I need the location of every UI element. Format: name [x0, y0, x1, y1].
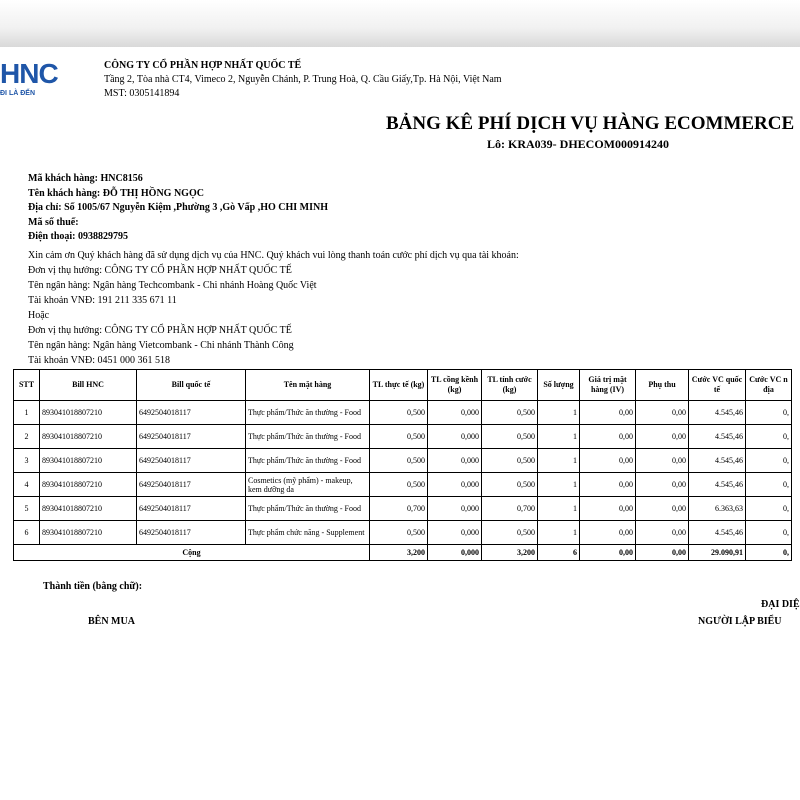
cell-item: Thực phẩm chức năng - Supplement [246, 521, 370, 545]
cell-tl-charge: 0,700 [482, 497, 538, 521]
total-fee-intl: 29.090,91 [689, 545, 746, 561]
top-band [0, 0, 800, 47]
cell-surcharge: 0,00 [636, 401, 689, 425]
company-name: CÔNG TY CỔ PHẦN HỢP NHẤT QUỐC TẾ [104, 60, 302, 71]
cell-fee-intl: 6.363,63 [689, 497, 746, 521]
cell-bill-intl: 6492504018117 [137, 401, 246, 425]
cell-value: 0,00 [580, 449, 636, 473]
header-value: Giá trị mặt hàng (IV) [580, 370, 636, 401]
cell-fee-dom: 0, [746, 449, 792, 473]
total-row [14, 545, 792, 561]
header-bill-hnc: Bill HNC [40, 370, 137, 401]
cell-tl-actual: 0,500 [370, 425, 428, 449]
cell-bill-hnc: 893041018807210 [40, 401, 137, 425]
cell-tl-bulky: 0,000 [428, 449, 482, 473]
customer-address: Địa chỉ: Số 1005/67 Nguyễn Kiệm ,Phường 3 ,Gò Vấp ,HO CHI MINH [28, 202, 328, 213]
cell-bill-hnc: 893041018807210 [40, 521, 137, 545]
cell-fee-dom: 0, [746, 497, 792, 521]
cell-bill-intl: 6492504018117 [137, 473, 246, 497]
table-row [14, 425, 792, 449]
table-body [14, 401, 792, 545]
cell-qty: 1 [538, 521, 580, 545]
header-tl-actual: TL thực tế (kg) [370, 370, 428, 401]
cell-fee-intl: 4.545,46 [689, 401, 746, 425]
payment-intro: Xin cảm ơn Quý khách hàng đã sử dụng dịch vụ của HNC. Quý khách vui lòng thanh toán cước phí dịch vụ qua tài khoản: [28, 250, 519, 261]
cell-stt: 5 [14, 497, 40, 521]
cell-value: 0,00 [580, 521, 636, 545]
cell-fee-intl: 4.545,46 [689, 449, 746, 473]
cell-qty: 1 [538, 401, 580, 425]
payment-beneficiary-1: Đơn vị thụ hưởng: CÔNG TY CỔ PHẦN HỢP NHẤT QUỐC TẾ [28, 265, 292, 276]
cell-value: 0,00 [580, 497, 636, 521]
cell-value: 0,00 [580, 401, 636, 425]
cell-bill-hnc: 893041018807210 [40, 449, 137, 473]
cell-item: Thực phẩm/Thức ăn thường - Food [246, 497, 370, 521]
total-fee-dom: 0, [746, 545, 792, 561]
customer-name: Tên khách hàng: ĐỖ THỊ HỒNG NGỌC [28, 187, 204, 199]
document-title: BẢNG KÊ PHÍ DỊCH VỤ HÀNG ECOMMERCE [386, 113, 795, 134]
total-tl-actual: 3,200 [370, 545, 428, 561]
cell-surcharge: 0,00 [636, 473, 689, 497]
buyer-label: BÊN MUA [88, 616, 135, 627]
company-tax: MST: 0305141894 [104, 88, 180, 99]
cell-fee-intl: 4.545,46 [689, 521, 746, 545]
header-surcharge: Phụ thu [636, 370, 689, 401]
cell-tl-bulky: 0,000 [428, 473, 482, 497]
cell-stt: 2 [14, 425, 40, 449]
representative-label: ĐẠI DIỆ [761, 599, 800, 610]
company-info [104, 59, 502, 101]
payment-bank-2: Tên ngân hàng: Ngân hàng Vietcombank - Chi nhánh Thành Công [28, 340, 294, 351]
total-value: 0,00 [580, 545, 636, 561]
cell-qty: 1 [538, 473, 580, 497]
table-row [14, 521, 792, 545]
cell-bill-intl: 6492504018117 [137, 449, 246, 473]
cell-surcharge: 0,00 [636, 425, 689, 449]
cell-qty: 1 [538, 449, 580, 473]
table-row [14, 473, 792, 497]
payment-bank-1: Tên ngân hàng: Ngân hàng Techcombank - Chi nhánh Hoàng Quốc Việt [28, 280, 317, 291]
cell-item: Thực phẩm/Thức ăn thường - Food [246, 401, 370, 425]
cell-tl-bulky: 0,000 [428, 521, 482, 545]
cell-fee-dom: 0, [746, 521, 792, 545]
cell-fee-intl: 4.545,46 [689, 425, 746, 449]
header-fee-intl: Cước VC quốc tế [689, 370, 746, 401]
cell-bill-hnc: 893041018807210 [40, 425, 137, 449]
cell-bill-intl: 6492504018117 [137, 497, 246, 521]
customer-info [28, 172, 328, 245]
table-row [14, 401, 792, 425]
header-bill-intl: Bill quốc tế [137, 370, 246, 401]
amount-in-words: Thành tiền (bằng chữ): [43, 581, 143, 592]
header-fee-dom: Cước VC n địa [746, 370, 792, 401]
header-tl-charge: TL tính cước (kg) [482, 370, 538, 401]
logo-mark: HNC [0, 58, 58, 89]
payment-or: Hoặc [28, 310, 50, 321]
cell-tl-charge: 0,500 [482, 401, 538, 425]
cell-bill-intl: 6492504018117 [137, 425, 246, 449]
cell-value: 0,00 [580, 473, 636, 497]
cell-tl-charge: 0,500 [482, 473, 538, 497]
cell-tl-charge: 0,500 [482, 449, 538, 473]
cell-surcharge: 0,00 [636, 521, 689, 545]
cell-tl-actual: 0,700 [370, 497, 428, 521]
company-address: Tầng 2, Tòa nhà CT4, Vimeco 2, Nguyễn Chánh, P. Trung Hoà, Q. Cầu Giấy,Tp. Hà Nội, Việt Nam [104, 74, 502, 85]
cell-tl-bulky: 0,000 [428, 425, 482, 449]
cell-qty: 1 [538, 425, 580, 449]
cell-tl-charge: 0,500 [482, 521, 538, 545]
cell-value: 0,00 [580, 425, 636, 449]
total-label: Cộng [14, 545, 370, 561]
cell-surcharge: 0,00 [636, 497, 689, 521]
header-item: Tên mặt hàng [246, 370, 370, 401]
total-qty: 6 [538, 545, 580, 561]
cell-qty: 1 [538, 497, 580, 521]
cell-tl-actual: 0,500 [370, 521, 428, 545]
cell-bill-hnc: 893041018807210 [40, 497, 137, 521]
customer-tax: Mã số thuế: [28, 216, 79, 228]
total-surcharge: 0,00 [636, 545, 689, 561]
cell-tl-charge: 0,500 [482, 425, 538, 449]
cell-item: Thực phẩm/Thức ăn thường - Food [246, 425, 370, 449]
cell-stt: 6 [14, 521, 40, 545]
payment-account-1: Tài khoản VNĐ: 191 211 335 671 11 [28, 295, 177, 306]
total-tl-bulky: 0,000 [428, 545, 482, 561]
payment-account-2: Tài khoản VNĐ: 0451 000 361 518 [28, 355, 171, 366]
company-logo [0, 58, 92, 100]
cell-tl-actual: 0,500 [370, 473, 428, 497]
cell-fee-intl: 4.545,46 [689, 473, 746, 497]
total-tl-charge: 3,200 [482, 545, 538, 561]
cell-stt: 1 [14, 401, 40, 425]
cell-tl-actual: 0,500 [370, 401, 428, 425]
cell-item: Thực phẩm/Thức ăn thường - Food [246, 449, 370, 473]
preparer-label: NGƯỜI LẬP BIỂU [698, 616, 782, 627]
payment-beneficiary-2: Đơn vị thụ hưởng: CÔNG TY CỔ PHẦN HỢP NHẤT QUỐC TẾ [28, 325, 292, 336]
cell-bill-intl: 6492504018117 [137, 521, 246, 545]
lot-number: Lô: KRA039- DHECOM000914240 [487, 137, 669, 151]
header-stt: STT [14, 370, 40, 401]
fee-table [13, 369, 792, 561]
customer-phone: Điện thoại: 0938829795 [28, 231, 128, 242]
cell-stt: 4 [14, 473, 40, 497]
cell-fee-dom: 0, [746, 473, 792, 497]
payment-info [28, 248, 519, 368]
cell-tl-bulky: 0,000 [428, 497, 482, 521]
cell-tl-bulky: 0,000 [428, 401, 482, 425]
cell-item: Cosmetics (mỹ phẩm) - makeup, kem dưỡng da [246, 473, 370, 497]
cell-tl-actual: 0,500 [370, 449, 428, 473]
cell-surcharge: 0,00 [636, 449, 689, 473]
table-row [14, 497, 792, 521]
logo-tagline: ĐI LÀ ĐẾN [0, 90, 35, 97]
table-row [14, 449, 792, 473]
cell-stt: 3 [14, 449, 40, 473]
table-header-row [14, 370, 792, 401]
cell-fee-dom: 0, [746, 425, 792, 449]
cell-fee-dom: 0, [746, 401, 792, 425]
header-qty: Số lượng [538, 370, 580, 401]
header-tl-bulky: TL cồng kềnh (kg) [428, 370, 482, 401]
customer-code: Mã khách hàng: HNC8156 [28, 173, 143, 184]
cell-bill-hnc: 893041018807210 [40, 473, 137, 497]
